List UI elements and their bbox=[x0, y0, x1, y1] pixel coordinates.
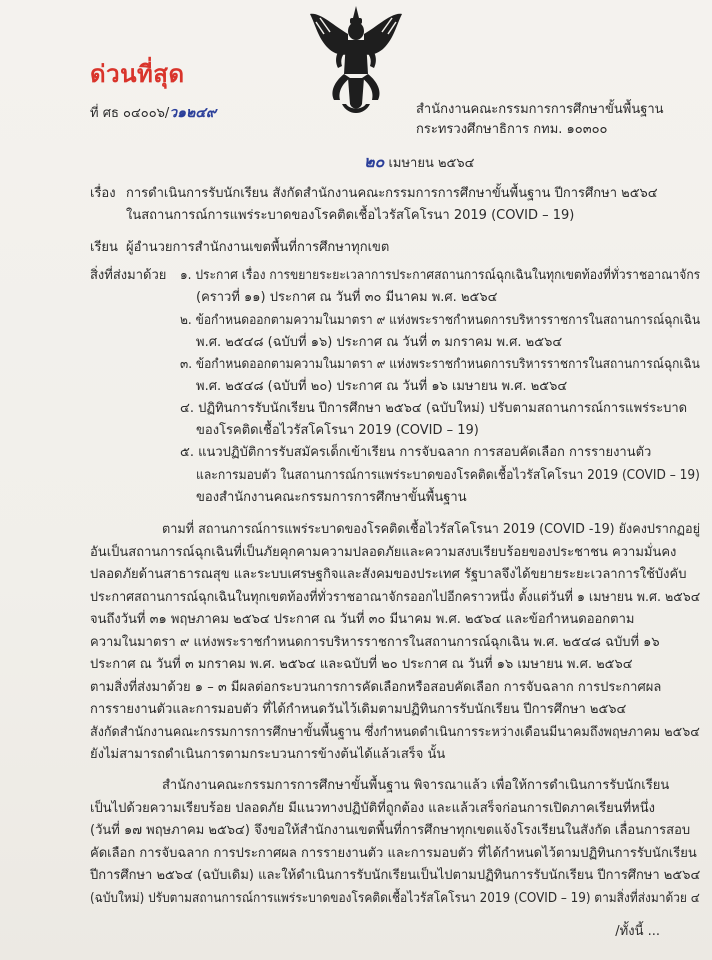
agency-name: สำนักงานคณะกรรมการการศึกษาขั้นพื้นฐาน bbox=[416, 102, 664, 117]
document-date bbox=[364, 150, 474, 175]
agency-address bbox=[416, 100, 664, 140]
enclosure-line: ๕. แนวปฏิบัติการรับสมัครเด็กเข้าเรียน การจับฉลาก การสอบคัดเลือก การรายงานตัว bbox=[180, 445, 652, 460]
enclosure-line: พ.ศ. ๒๕๔๘ (ฉบับที่ ๑๖) ประกาศ ณ วันที่ ๓ มกราคม พ.ศ. ๒๕๖๔ bbox=[196, 335, 563, 350]
paragraph-2-line: สำนักงานคณะกรรมการการศึกษาขั้นพื้นฐาน พิจารณาแล้ว เพื่อให้การดำเนินการรับนักเรียน bbox=[162, 778, 670, 793]
paragraph-1-line: ประกาศ ณ วันที่ ๓ มกราคม พ.ศ. ๒๕๖๔ และฉบับที่ ๒๐ ประกาศ ณ วันที่ ๑๖ เมษายน พ.ศ. ๒๕๖๔ bbox=[90, 657, 633, 672]
enclosure-line: ของสำนักงานคณะกรรมการการศึกษาขั้นพื้นฐาน bbox=[196, 490, 467, 505]
paragraph-2-line: เป็นไปด้วยความเรียบร้อย ปลอดภัย มีแนวทางปฏิบัติที่ถูกต้อง และแล้วเสร็จก่อนการเปิดภาคเรียนที่หนึ่ง bbox=[90, 801, 655, 816]
document-number bbox=[90, 102, 216, 124]
enclosure-line: และการมอบตัว ในสถานการณ์การแพร่ระบาดของโรคติดเชื้อไวรัสโคโรนา 2019 (COVID – 19) bbox=[196, 468, 700, 483]
paragraph-1-line: ความในมาตรา ๙ แห่งพระราชกำหนดการบริหารราชการในสถานการณ์ฉุกเฉิน พ.ศ. ๒๕๔๘ ฉบับที่ ๑๖ bbox=[90, 635, 660, 650]
paragraph-2-line: (วันที่ ๑๗ พฤษภาคม ๒๕๖๔) จึงขอให้สำนักงานเขตพื้นที่การศึกษาทุกเขตแจ้งโรงเรียนในสังกัด เลื่อนการสอบ bbox=[90, 823, 691, 838]
enclosure-line: พ.ศ. ๒๕๔๘ (ฉบับที่ ๒๐) ประกาศ ณ วันที่ ๑๖ เมษายน พ.ศ. ๒๕๖๔ bbox=[196, 379, 568, 394]
garuda-emblem bbox=[304, 4, 408, 120]
document-number-prefix: ที่ ศธ ๐๔๐๐๖/ bbox=[90, 106, 170, 121]
paragraph-1-line: ตามที่ สถานการณ์การแพร่ระบาดของโรคติดเชื้อไวรัสโคโรนา 2019 (COVID -19) ยังคงปรากฏอยู่ bbox=[162, 522, 701, 537]
paragraph-1-line: ยังไม่สามารถดำเนินการตามกระบวนการข้างต้นได้แล้วเสร็จ นั้น bbox=[90, 747, 446, 762]
date-month-year: เมษายน ๒๕๖๔ bbox=[388, 156, 475, 171]
paragraph-1-line: การรายงานตัวและการมอบตัว ที่ได้กำหนดวันไว้เดิมตามปฏิทินการรับนักเรียน ปีการศึกษา ๒๕๖๔ bbox=[90, 702, 627, 717]
recipient-text: ผู้อำนวยการสำนักงานเขตพื้นที่การศึกษาทุกเขต bbox=[126, 240, 390, 255]
urgent-heading: ด่วนที่สุด bbox=[90, 60, 185, 88]
document-number-handwritten: ว๑๒๔๙ bbox=[169, 105, 217, 121]
paragraph-1-line: ตามสิ่งที่ส่งมาด้วย ๑ – ๓ มีผลต่อกระบวนการการคัดเลือกหรือสอบคัดเลือก การจับฉลาก การประกาศผล bbox=[90, 680, 662, 695]
enclosure-line: ๑. ประกาศ เรื่อง การขยายระยะเวลาการประกาศสถานการณ์ฉุกเฉินในทุกเขตท้องที่ทั่วราชอาณาจักร bbox=[180, 268, 701, 283]
enclosure-line: ๔. ปฏิทินการรับนักเรียน ปีการศึกษา ๒๕๖๔ (ฉบับใหม่) ปรับตามสถานการณ์การแพร่ระบาด bbox=[180, 401, 688, 416]
paragraph-1-line: ปลอดภัยด้านสาธารณสุข และระบบเศรษฐกิจและสังคมของประเทศ รัฐบาลจึงได้ขยายระยะเวลาการใช้บังคับ bbox=[90, 567, 687, 582]
agency-ministry: กระทรวงศึกษาธิการ กทม. ๑๐๓๐๐ bbox=[416, 122, 608, 137]
subject-line-1: การดำเนินการรับนักเรียน สังกัดสำนักงานคณะกรรมการการศึกษาขั้นพื้นฐาน ปีการศึกษา ๒๕๖๔ bbox=[126, 186, 658, 201]
paragraph-1-line: สังกัดสำนักงานคณะกรรมการการศึกษาขั้นพื้นฐาน ซึ่งกำหนดดำเนินการระหว่างเดือนมีนาคมถึงพฤษภาคม ๒๕๖๔ bbox=[90, 725, 700, 740]
enclosure-line: (คราวที่ ๑๑) ประกาศ ณ วันที่ ๓๐ มีนาคม พ.ศ. ๒๕๖๔ bbox=[196, 290, 498, 305]
subject-line-2: ในสถานการณ์การแพร่ระบาดของโรคติดเชื้อไวรัสโคโรนา 2019 (COVID – 19) bbox=[126, 208, 575, 223]
continuation-note: /ทั้งนี้ ... bbox=[615, 924, 660, 939]
subject-label: เรื่อง bbox=[90, 186, 116, 201]
date-day-handwritten: ๒๐ bbox=[364, 152, 385, 171]
paragraph-1-line: ประกาศสถานการณ์ฉุกเฉินในทุกเขตท้องที่ทั่วราชอาณาจักรออกไปอีกคราวหนึ่ง ตั้งแต่วันที่ ๑ เมษายน พ.ศ. ๒๕๖๔ bbox=[90, 590, 701, 605]
enclosure-line: ๒. ข้อกำหนดออกตามความในมาตรา ๙ แห่งพระราชกำหนดการบริหารราชการในสถานการณ์ฉุกเฉิน bbox=[180, 313, 701, 328]
paragraph-1-line: อันเป็นสถานการณ์ฉุกเฉินที่เป็นภัยคุกคามความปลอดภัยและความสงบเรียบร้อยของประชาชน ความมั่นคง bbox=[90, 545, 677, 560]
recipient-label: เรียน bbox=[90, 240, 118, 255]
enclosures-label: สิ่งที่ส่งมาด้วย bbox=[90, 268, 167, 283]
paragraph-2-line: (ฉบับใหม่) ปรับตามสถานการณ์การแพร่ระบาดของโรคติดเชื้อไวรัสโคโรนา 2019 (COVID – 19) ตามสิ่งที่ส่งมาด้วย ๔ bbox=[90, 891, 700, 906]
paragraph-2-line: ปีการศึกษา ๒๕๖๔ (ฉบับเดิม) และให้ดำเนินการรับนักเรียนเป็นไปตามปฏิทินการรับนักเรียน ปีการศึกษา ๒๕๖๔ bbox=[90, 868, 701, 883]
enclosure-line: ๓. ข้อกำหนดออกตามความในมาตรา ๙ แห่งพระราชกำหนดการบริหารราชการในสถานการณ์ฉุกเฉิน bbox=[180, 357, 700, 372]
paragraph-1-line: จนถึงวันที่ ๓๑ พฤษภาคม ๒๕๖๔ ประกาศ ณ วันที่ ๓๐ มีนาคม พ.ศ. ๒๕๖๔ และข้อกำหนดออกตาม bbox=[90, 612, 635, 627]
paragraph-2-line: คัดเลือก การจับฉลาก การประกาศผล การรายงานตัว และการมอบตัว ที่ได้กำหนดไว้ตามปฏิทินการรับนักเรียน bbox=[90, 846, 697, 861]
enclosure-line: ของโรคติดเชื้อไวรัสโคโรนา 2019 (COVID – 19) bbox=[196, 423, 479, 438]
